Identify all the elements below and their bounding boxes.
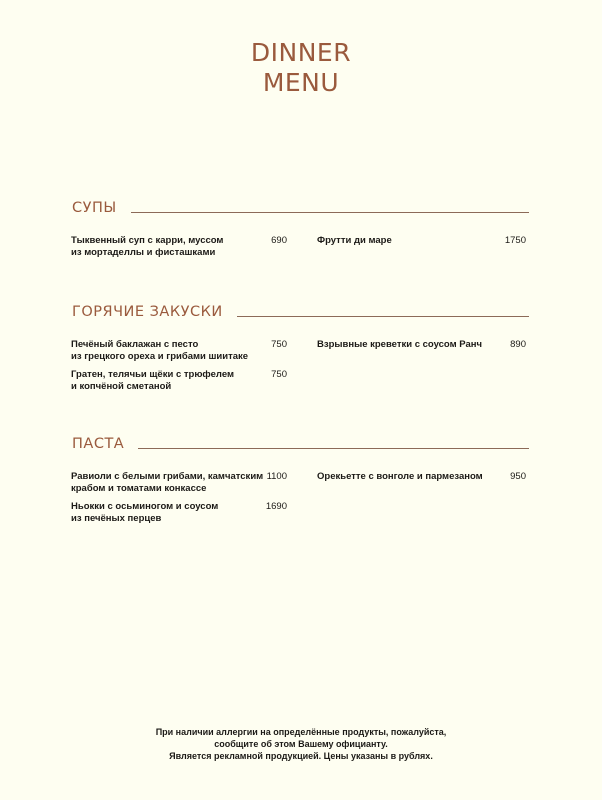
menu-item-name-line: Равиоли с белыми грибами, камчатским [71,471,264,482]
menu-item-price: 890 [510,339,526,350]
menu-item-name: Взрывные креветки с соусом Ранч [317,339,483,350]
menu-item-name-line: Ньокки с осьминогом и соусом [71,501,219,512]
menu-item-name-line: Гратен, телячьи щёки с трюфелем [71,369,235,380]
menu-item-name-line: из печёных перцев [71,513,162,524]
menu-item-name [71,369,234,393]
allergy-notice [0,726,602,762]
section-header-hot [72,304,529,320]
menu-item-name-line: и копчёной сметаной [71,381,172,392]
menu-item [71,471,287,495]
title-line-1: DINNER [250,38,352,67]
section-title-soups: СУПЫ [72,200,117,216]
menu-item-price: 1690 [265,501,287,512]
menu-item-name-line: из мортаделлы и фисташками [71,247,216,258]
menu-item-price: 1100 [266,471,287,482]
menu-item-name-line: крабом и томатами конкассе [71,483,207,494]
menu-item-name: Фрутти ди маре [317,235,392,246]
section-header-pasta [72,436,529,452]
menu-item [317,235,526,247]
menu-item-name-line: Тыквенный суп с карри, муссом [71,235,224,246]
menu-item [71,369,287,393]
menu-item-name-line: из грецкого ореха и грибами шиитаке [71,351,249,362]
page-title [0,38,602,98]
menu-item-name [71,471,263,495]
menu-item [317,339,526,351]
menu-item-name [71,339,248,363]
menu-item [317,471,526,483]
menu-item-price: 750 [271,369,287,380]
menu-item [71,339,287,363]
section-divider [138,448,529,449]
menu-item-name-line: Печёный баклажан с песто [71,339,199,350]
menu-item-price: 750 [271,339,287,350]
footer-line-2: сообщите об этом Вашему официанту. [214,739,388,749]
title-line-2: MENU [262,68,340,97]
menu-item [71,235,287,259]
menu-item-price: 690 [271,235,287,246]
section-divider [237,316,529,317]
footer-line-1: При наличии аллергии на определённые продукты, пожалуйста, [155,727,447,737]
menu-item-price: 1750 [504,235,526,246]
menu-item-price: 950 [510,471,526,482]
footer-line-3: Является рекламной продукцией. Цены указаны в рублях. [169,751,433,761]
menu-item-name [71,235,223,259]
section-divider [131,212,529,213]
section-header-soups [72,200,529,216]
menu-item-name [71,501,218,525]
section-title-hot: ГОРЯЧИЕ ЗАКУСКИ [72,304,223,320]
menu-item-name: Орекьетте с вонголе и пармезаном [317,471,483,482]
section-title-pasta: ПАСТА [72,436,125,452]
menu-item [71,501,287,525]
